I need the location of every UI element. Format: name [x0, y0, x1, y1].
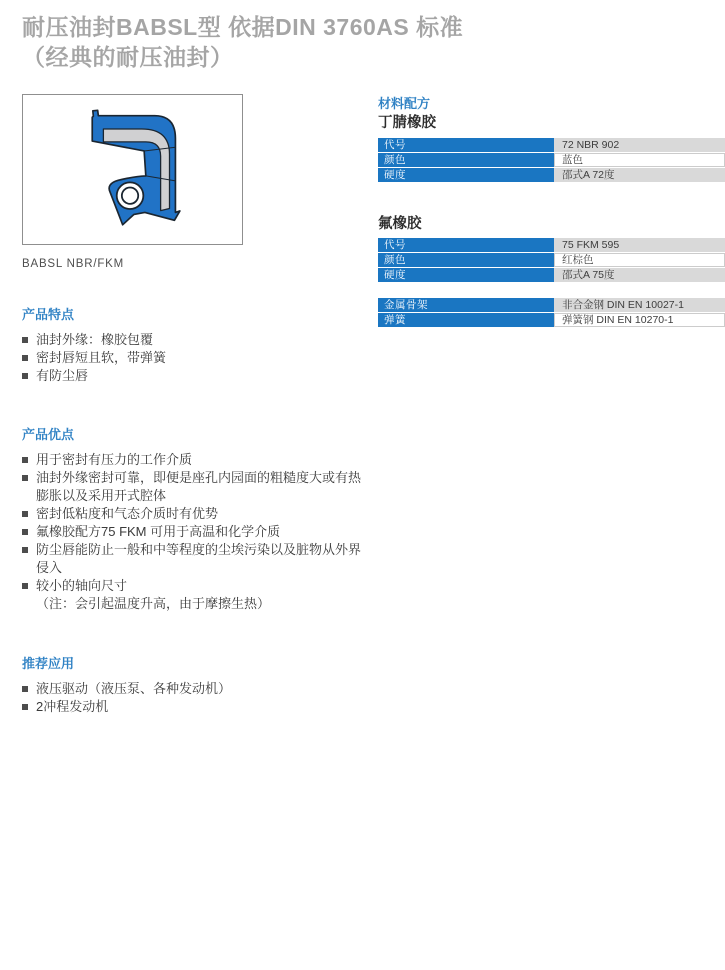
bullet-square-icon	[22, 547, 28, 553]
bullet-square-icon	[22, 457, 28, 463]
spec-value: 邵式A 75度	[554, 268, 725, 282]
components-spec-table	[378, 298, 725, 328]
table-row	[378, 153, 725, 167]
spec-value: 72 NBR 902	[554, 138, 725, 152]
list-item-text: 密封唇短且软，带弹簧	[36, 350, 167, 365]
spec-label: 硬度	[378, 268, 554, 282]
nbr-group-name: 丁腈橡胶	[378, 115, 436, 131]
spec-label: 颜色	[378, 153, 554, 167]
spec-value: 红棕色	[554, 253, 725, 267]
spec-label: 颜色	[378, 253, 554, 267]
bullet-square-icon	[22, 686, 28, 692]
bullet-square-icon	[22, 337, 28, 343]
list-item	[22, 349, 368, 367]
list-item-text: 油封外缘密封可靠，即便是座孔内园面的粗糙度大或有热膨胀以及采用开式腔体	[36, 470, 362, 503]
page-title	[22, 12, 582, 72]
table-row	[378, 268, 725, 282]
applications-list	[22, 680, 368, 716]
bullet-square-icon	[22, 583, 28, 589]
advantages-heading: 产品优点	[22, 427, 75, 442]
table-row	[378, 138, 725, 152]
bullet-square-icon	[22, 511, 28, 517]
list-item	[22, 469, 368, 505]
applications-section	[22, 653, 368, 716]
materials-heading: 材料配方	[378, 96, 431, 111]
list-item	[22, 577, 368, 595]
spec-value: 非合金钢 DIN EN 10027-1	[554, 298, 725, 312]
spec-label: 代号	[378, 238, 554, 252]
spec-label: 金属骨架	[378, 298, 554, 312]
table-row	[378, 298, 725, 312]
seal-figure-box	[22, 94, 243, 245]
list-item	[22, 451, 368, 469]
list-item-text: 密封低粘度和气态介质时有优势	[36, 506, 219, 521]
list-item-text: 液压驱动（液压泵、各种发动机）	[36, 681, 232, 696]
advantages-note: （注：会引起温度升高，由于摩擦生热）	[36, 596, 271, 611]
list-item	[22, 698, 368, 716]
features-list	[22, 331, 368, 385]
table-row	[378, 238, 725, 252]
features-heading: 产品特点	[22, 307, 75, 322]
nbr-spec-table	[378, 138, 725, 183]
spec-value: 邵式A 72度	[554, 168, 725, 182]
bullet-square-icon	[22, 475, 28, 481]
spec-label: 弹簧	[378, 313, 554, 327]
features-section	[22, 304, 368, 385]
fkm-group-name: 氟橡胶	[378, 216, 422, 232]
advantages-list	[22, 451, 368, 595]
applications-heading: 推荐应用	[22, 656, 75, 671]
page-title-line1: 耐压油封BABSL型 依据DIN 3760AS 标准	[22, 14, 464, 40]
list-item-text: 用于密封有压力的工作介质	[36, 452, 193, 467]
list-item	[22, 367, 368, 385]
spec-value: 弹簧钢 DIN EN 10270-1	[554, 313, 725, 327]
bullet-square-icon	[22, 373, 28, 379]
page-title-line2: （经典的耐压油封）	[22, 44, 234, 70]
spec-label: 硬度	[378, 168, 554, 182]
table-row	[378, 168, 725, 182]
list-item	[22, 523, 368, 541]
bullet-square-icon	[22, 529, 28, 535]
spec-value: 75 FKM 595	[554, 238, 725, 252]
list-item-text: 油封外缘：橡胶包覆	[36, 332, 154, 347]
bullet-square-icon	[22, 704, 28, 710]
list-item-text: 氟橡胶配方75 FKM 可用于高温和化学介质	[36, 524, 281, 539]
table-row	[378, 313, 725, 327]
list-item-text: 有防尘唇	[36, 368, 89, 383]
list-item	[22, 505, 368, 523]
figure-caption: BABSL NBR/FKM	[22, 258, 124, 270]
advantages-section	[22, 424, 368, 613]
fkm-spec-table	[378, 238, 725, 283]
list-item	[22, 680, 368, 698]
bullet-square-icon	[22, 355, 28, 361]
list-item-text: 2冲程发动机	[36, 699, 109, 714]
seal-cross-section-diagram	[23, 95, 242, 244]
list-item-text: 较小的轴向尺寸	[36, 578, 128, 593]
list-item	[22, 331, 368, 349]
table-row	[378, 253, 725, 267]
spec-label: 代号	[378, 138, 554, 152]
list-item-text: 防尘唇能防止一般和中等程度的尘埃污染以及脏物从外界侵入	[36, 542, 362, 575]
list-item	[22, 541, 368, 577]
spec-value: 蓝色	[554, 153, 725, 167]
